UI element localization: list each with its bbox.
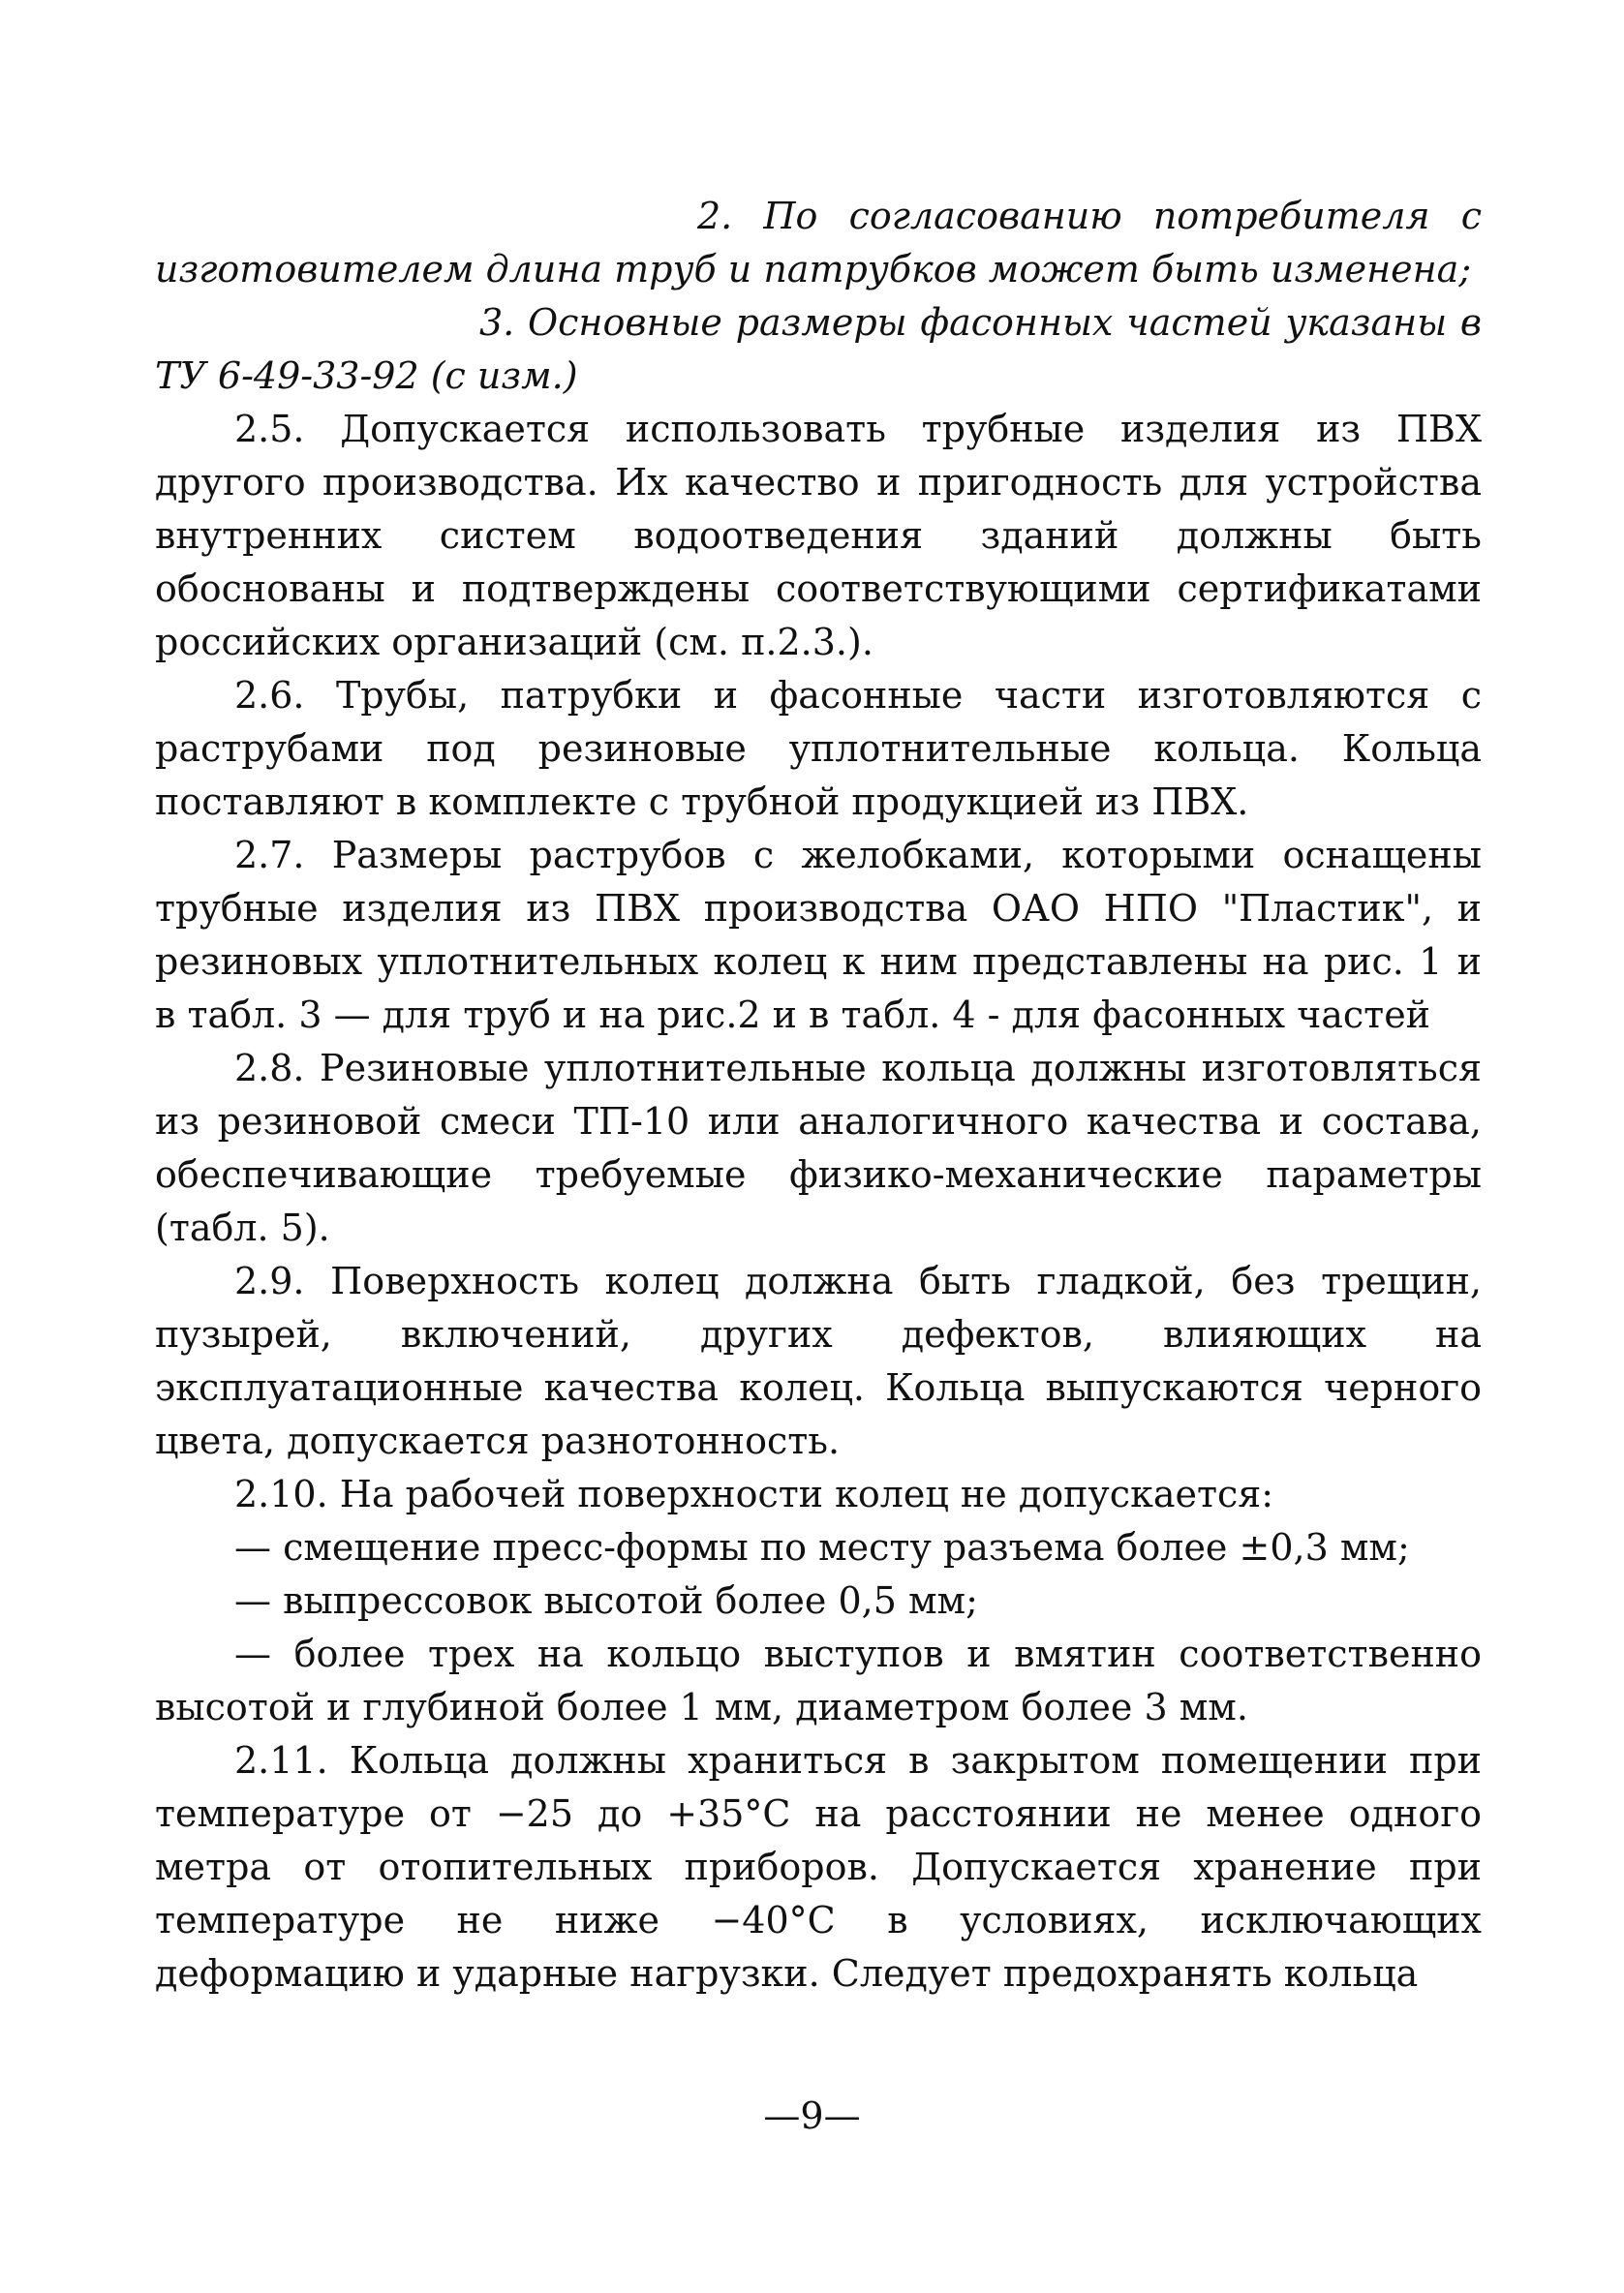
list-item-protrusions: — более трех на кольцо выступов и вмятин соответственно высотой и глубиной более 1 мм, диаметром более 3 мм.	[155, 1633, 1482, 1728]
paragraph-2-9: 2.9. Поверхность колец должна быть гладкой, без трещин, пузырей, включений, других дефектов, влияющих на эксплуатационные качества колец. Кольца выпускаются черного цвета, допускается разнотонность.	[155, 1260, 1482, 1462]
body-text	[155, 190, 1482, 2001]
paragraph-2-8: 2.8. Резиновые уплотнительные кольца должны изготовляться из резиновой смеси ТП-10 или аналогичного качества и состава, обеспечивающие требуемые физико-механические параметры (табл. 5).	[155, 1047, 1482, 1249]
paragraph-2-5: 2.5. Допускается использовать трубные изделия из ПВХ другого производства. Их качество и пригодность для устройства внутренних систем водоотведения зданий должны быть обоснованы и подтверждены соответствующими сертификатами российских организаций (см. п.2.3.).	[155, 408, 1482, 663]
paragraph-2-6: 2.6. Трубы, патрубки и фасонные части изготовляются с раструбами под резиновые уплотнительные кольца. Кольца поставляют в комплекте с трубной продукцией из ПВХ.	[155, 674, 1482, 823]
list-item-flash: — выпрессовок высотой более 0,5 мм;	[234, 1579, 978, 1622]
list-item-mold-offset: — смещение пресс-формы по месту разъема более ±0,3 мм;	[234, 1526, 1410, 1569]
page-number: —9—	[763, 2094, 861, 2137]
note-2: 2. По согласованию потребителя с изготовителем длина труб и патрубков может быть изменена;	[155, 195, 1482, 290]
paragraph-2-11: 2.11. Кольца должны храниться в закрытом помещении при температуре от −25 до +35°С на расстоянии не менее одного метра от отопительных приборов. Допускается хранение при температуре не ниже −40°С в условиях, исключающих деформацию и ударные нагрузки. Следует предохранять кольца	[155, 1739, 1482, 1995]
note-3: 3. Основные размеры фасонных частей указаны в ТУ 6-49-33-92 (с изм.)	[155, 301, 1482, 397]
paragraph-2-7: 2.7. Размеры раструбов с желобками, которыми оснащены трубные изделия из ПВХ производства ОАО НПО "Пластик", и резиновых уплотнительных колец к ним представлены на рис. 1 и в табл. 3 — для труб и на рис.2 и в табл. 4 - для фасонных частей	[155, 834, 1482, 1036]
paragraph-2-10: 2.10. На рабочей поверхности колец не допускается:	[234, 1473, 1274, 1515]
